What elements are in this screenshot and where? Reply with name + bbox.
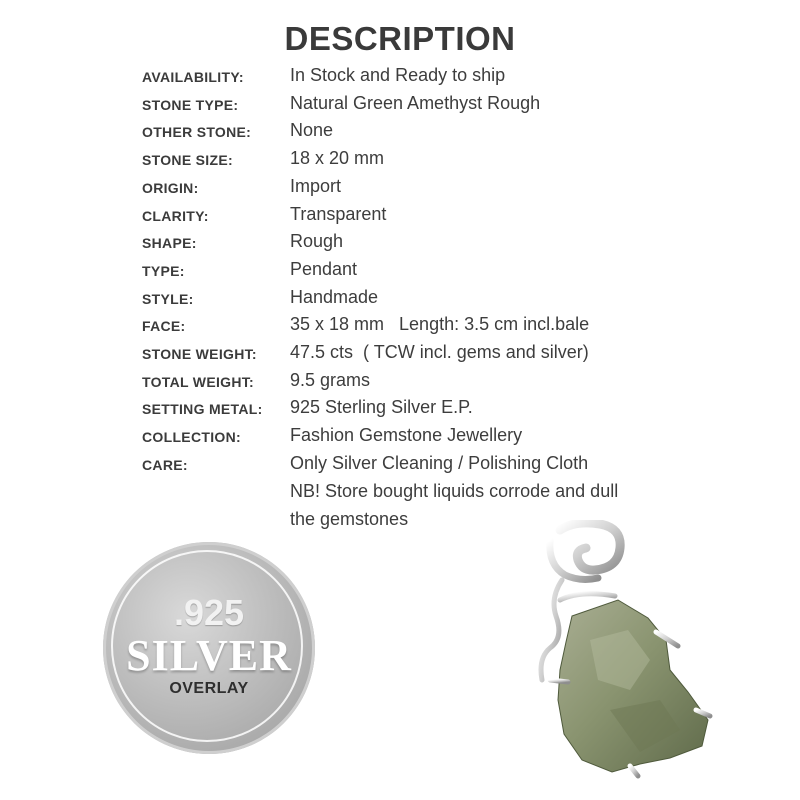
spec-value: 9.5 grams [290,369,371,390]
page-title: DESCRIPTION [284,20,516,57]
spec-label: AVAILABILITY: [142,69,244,85]
spec-label: OTHER STONE: [142,124,252,141]
spec-row-stone-size [0,147,800,175]
spec-label: TYPE: [142,262,185,279]
spec-label: STYLE: [142,290,194,307]
spec-value: Pendant [290,258,358,279]
spec-value: Import [290,175,342,196]
spec-row-setting-metal [0,396,800,424]
pendant-photo [520,520,730,780]
spec-value: In Stock and Ready to ship [290,65,506,85]
spec-label: ORIGIN: [142,179,199,196]
spec-value: 18 x 20 mm [290,148,385,169]
pendant-wire-top [560,594,615,600]
badge-purity: .925 [173,592,245,633]
spec-value: 47.5 cts ( TCW incl. gems and silver) [290,342,589,362]
spec-label: TOTAL WEIGHT: [142,373,255,390]
spec-row-clarity [0,203,800,231]
spec-row-care [0,452,800,480]
spec-value: 925 Sterling Silver E.P. [290,397,473,418]
spec-row-availability [0,64,800,92]
spec-row-style [0,286,800,314]
spec-value: None [290,120,334,141]
spec-value: Fashion Gemstone Jewellery [290,425,523,446]
spec-value: 35 x 18 mm Length: 3.5 cm incl.bale [290,314,590,335]
badge-metal: SILVER [126,631,292,680]
spec-label: STONE TYPE: [142,96,239,113]
spec-label: CLARITY: [142,207,209,224]
spec-row-stone-weight [0,341,800,369]
spec-row-type [0,258,800,286]
spec-label: COLLECTION: [142,429,241,446]
spec-value: Transparent [290,203,387,224]
spec-value: Natural Green Amethyst Rough [290,92,541,113]
pendant-prong [550,680,568,682]
spec-row-shape [0,230,800,258]
badge-type: OVERLAY [169,680,249,697]
spec-row-collection [0,424,800,452]
pendant-wire [541,580,562,680]
care-note-line: NB! Store bought liquids corrode and dull [290,481,619,501]
spec-label: STONE SIZE: [142,152,233,169]
spec-row-total-weight [0,369,800,397]
spec-value: Rough [290,231,344,252]
spec-label: SETTING METAL: [142,401,263,418]
care-note-line: the gemstones [290,509,409,529]
silver-overlay-badge [103,542,315,754]
spec-label: STONE WEIGHT: [142,346,257,362]
spec-label: FACE: [142,318,186,335]
pendant-stone [558,600,708,772]
pendant-bale [560,523,620,570]
spec-row-origin [0,175,800,203]
spec-label: SHAPE: [142,235,197,252]
spec-row-other-stone [0,119,800,147]
spec-label: CARE: [142,456,188,473]
spec-row-stone-type [0,92,800,120]
spec-row-face [0,313,800,341]
spec-value: Handmade [290,286,379,307]
spec-value: Only Silver Cleaning / Polishing Cloth [290,452,589,473]
pendant-prong [630,766,638,776]
